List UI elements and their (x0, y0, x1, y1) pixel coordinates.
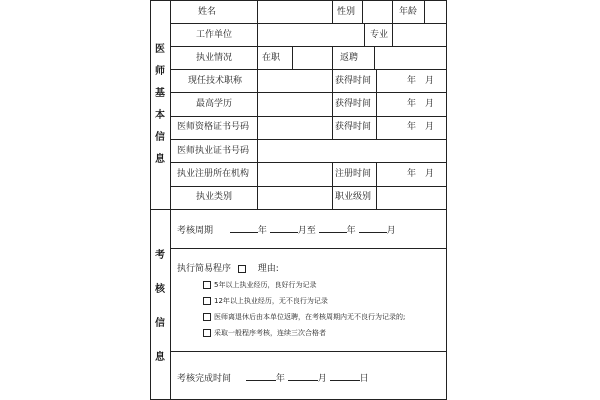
age-label: 年龄 (399, 7, 418, 17)
col-line (392, 0, 393, 23)
row-line (170, 248, 446, 249)
registered-institution-label: 执业注册所在机构 (177, 169, 250, 179)
col-line (257, 0, 258, 209)
option-checkbox[interactable] (203, 281, 211, 289)
gender-label: 性别 (337, 7, 356, 17)
col-line (364, 23, 365, 46)
year-month-label: 年 月 (407, 122, 435, 132)
completion-month-field[interactable] (288, 371, 318, 381)
row-line (170, 351, 446, 352)
row-line (170, 162, 446, 163)
simple-procedure-row (177, 264, 279, 275)
option-item (203, 312, 405, 323)
completion-year-field[interactable] (246, 371, 276, 381)
table-border-top (150, 0, 447, 1)
row-line (170, 139, 446, 140)
option-label: 12年以上执业经历，无不良行为记录 (214, 297, 328, 305)
reason-label: 理由: (257, 264, 279, 274)
registration-time-label: 注册时间 (335, 169, 372, 179)
obtained-time-label: 获得时间 (335, 99, 372, 109)
obtained-time-label: 获得时间 (335, 76, 372, 86)
in-service-label: 在职 (262, 53, 281, 63)
completion-year-unit: 年 (275, 374, 285, 384)
period-month-start-unit: 月至 (297, 226, 316, 236)
period-year-end-unit: 年 (346, 226, 356, 236)
table-border-left (150, 0, 151, 400)
table-border-right (446, 0, 447, 400)
col-line (376, 69, 377, 139)
completion-day-unit: 日 (359, 374, 369, 384)
side-column-divider (170, 0, 171, 400)
period-year-end-field[interactable] (319, 223, 347, 233)
completion-day-field[interactable] (330, 371, 360, 381)
simple-procedure-label: 执行简易程序 (177, 264, 232, 274)
option-checkbox[interactable] (203, 297, 211, 305)
col-line (332, 0, 333, 23)
col-line (292, 46, 293, 69)
practice-level-label: 职业级别 (335, 192, 372, 202)
col-line (424, 0, 425, 23)
practice-cert-label: 医师执业证书号码 (177, 146, 250, 156)
assessment-info-side-label: 考 核 信 息 (155, 250, 165, 363)
col-line (362, 0, 363, 23)
year-month-label: 年 月 (407, 76, 435, 86)
period-month-end-field[interactable] (359, 223, 387, 233)
practice-category-label: 执业类别 (196, 192, 233, 202)
col-line (332, 46, 333, 69)
simple-procedure-checkbox[interactable] (238, 265, 246, 273)
period-year-start-field[interactable] (230, 223, 258, 233)
col-line (374, 46, 375, 69)
practice-status-label: 执业情况 (196, 53, 233, 63)
year-month-label: 年 月 (407, 99, 435, 109)
year-month-label: 年 月 (407, 169, 435, 179)
highest-education-label: 最高学历 (196, 99, 233, 109)
completion-time-row (177, 371, 369, 385)
row-line (170, 186, 446, 187)
name-label: 姓名 (198, 7, 217, 17)
period-year-start-unit: 年 (257, 226, 267, 236)
completion-time-label: 考核完成时间 (177, 374, 232, 384)
completion-month-unit: 月 (317, 374, 327, 384)
row-line (170, 116, 446, 117)
option-label: 采取一般程序考核，连续三次合格者 (214, 329, 326, 337)
option-item (203, 296, 328, 307)
workplace-label: 工作单位 (196, 30, 233, 40)
option-item (203, 328, 326, 339)
row-line (170, 69, 446, 70)
assessment-period-label: 考核周期 (177, 226, 214, 236)
col-line (392, 23, 393, 46)
option-checkbox[interactable] (203, 313, 211, 321)
option-checkbox[interactable] (203, 329, 211, 337)
col-line (332, 69, 333, 139)
option-item (203, 280, 316, 291)
obtained-time-label: 获得时间 (335, 122, 372, 132)
col-line (376, 162, 377, 209)
option-label: 5年以上执业经历，良好行为记录 (214, 281, 317, 289)
current-title-label: 现任技术职称 (188, 76, 243, 86)
section-divider (150, 209, 447, 210)
period-month-start-field[interactable] (270, 223, 298, 233)
option-label: 医师离退休后由本单位返聘，在考核周期内无不良行为记录的; (214, 313, 406, 321)
assessment-period-row (177, 223, 396, 237)
retired-rehired-label: 返聘 (340, 53, 359, 63)
period-month-end-unit: 月 (386, 226, 396, 236)
basic-info-side-label: 医 师 基 本 信 息 (155, 44, 165, 165)
row-line (170, 23, 446, 24)
row-line (170, 92, 446, 93)
specialty-label: 专业 (370, 30, 389, 40)
row-line (170, 46, 446, 47)
col-line (332, 162, 333, 209)
qualification-cert-label: 医师资格证书号码 (177, 122, 250, 132)
